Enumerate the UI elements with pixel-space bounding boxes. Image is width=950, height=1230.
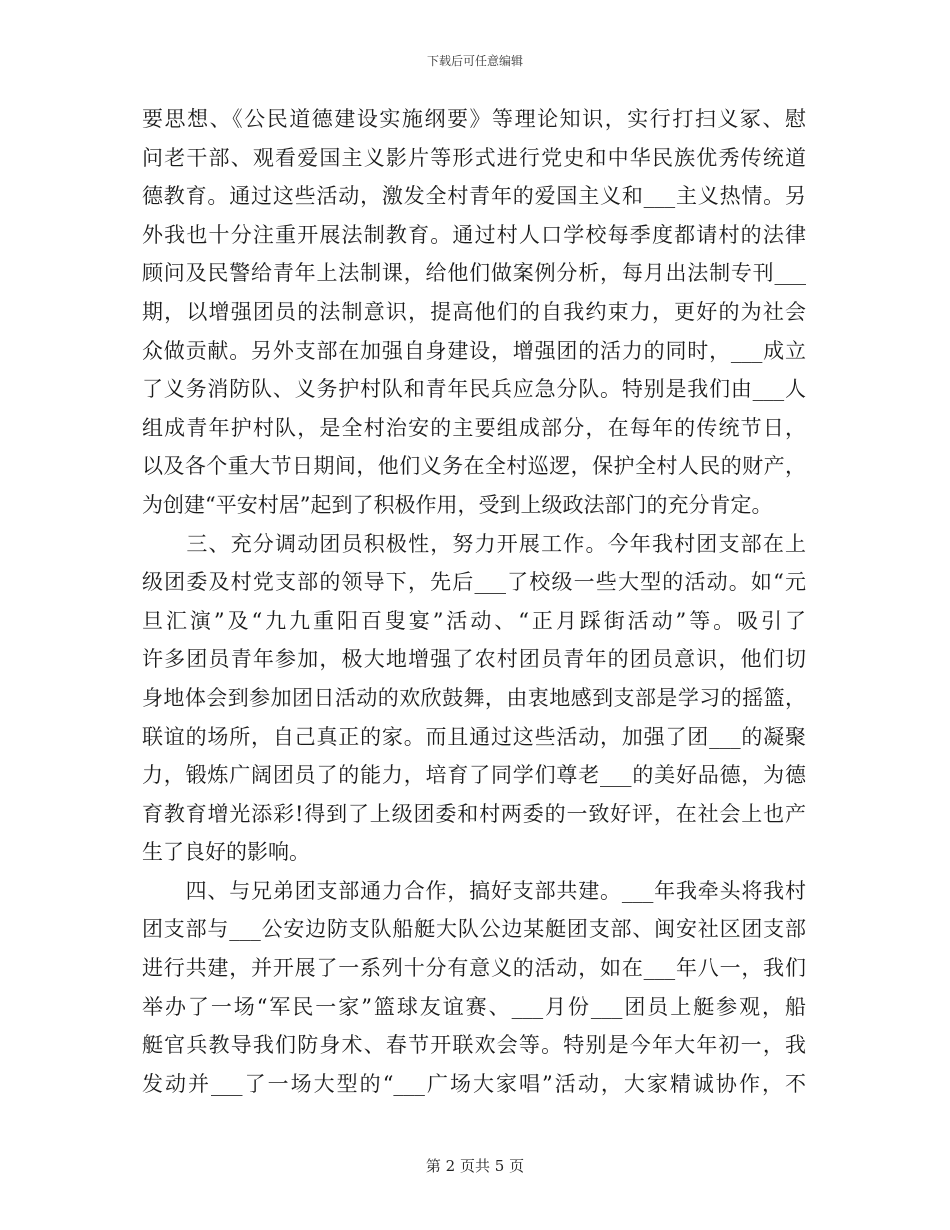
text-line: 联谊的场所，自己真正的家。而且通过这些活动，加强了团___的凝聚 <box>142 724 806 749</box>
text-line: 顾问及民警给青年上法制课，给他们做案例分析，每月出法制专刊___ <box>142 261 806 286</box>
text-line: 育教育增光添彩!得到了上级团委和村两委的一致好评，在社会上也产 <box>142 801 806 826</box>
text-line: 为创建“平安村居”起到了积极作用，受到上级政法部门的充分肯定。 <box>142 492 773 517</box>
text-line: 身地体会到参加团日活动的欢欣鼓舞，由衷地感到支部是学习的摇篮， <box>142 685 806 710</box>
document-body <box>142 100 806 1103</box>
text-line: 期，以增强团员的法制意识，提高他们的自我约束力，更好的为社会 <box>142 299 806 324</box>
page-header: 下载后可任意编辑 <box>426 54 523 68</box>
text-line: 发动并___了一场大型的“___广场大家唱”活动，大家精诚协作，不 <box>142 1071 806 1096</box>
text-line: 德教育。通过这些活动，激发全村青年的爱国主义和___主义热情。另 <box>142 184 806 209</box>
text-line: 旦汇演”及“九九重阳百叟宴”活动、“正月踩街活动”等。吸引了 <box>142 608 806 633</box>
page-number: 第 2 页共 5 页 <box>425 1157 525 1175</box>
text-line: 组成青年护村队，是全村治安的主要组成部分，在每年的传统节日， <box>142 415 806 440</box>
text-line: 许多团员青年参加，极大地增强了农村团员青年的团员意识，他们切 <box>142 647 806 672</box>
text-line: 众做贡献。另外支部在加强自身建设，增强团的活力的同时，___成立 <box>142 338 806 363</box>
text-line: 进行共建，并开展了一系列十分有意义的活动，如在___年八一，我们 <box>142 956 806 981</box>
text-line: 外我也十分注重开展法制教育。通过村人口学校每季度都请村的法律 <box>142 222 806 247</box>
text-line: 团支部与___公安边防支队船艇大队公边某艇团支部、闽安社区团支部 <box>142 917 806 942</box>
text-line: 级团委及村党支部的领导下，先后___了校级一些大型的活动。如“元 <box>142 570 806 595</box>
text-line: 三、充分调动团员积极性，努力开展工作。今年我村团支部在上 <box>142 531 806 556</box>
text-line: 四、与兄弟团支部通力合作，搞好支部共建。___年我牵头将我村 <box>142 878 806 903</box>
text-line: 以及各个重大节日期间，他们义务在全村巡逻，保护全村人民的财产， <box>142 454 806 479</box>
text-line: 了义务消防队、义务护村队和青年民兵应急分队。特别是我们由___人 <box>142 377 806 402</box>
text-line: 要思想、《公民道德建设实施纲要》等理论知识，实行打扫义冢、慰 <box>142 107 806 131</box>
text-line: 问老干部、观看爱国主义影片等形式进行党史和中华民族优秀传统道 <box>142 145 806 170</box>
text-line: 举办了一场“军民一家”篮球友谊赛、___月份___团员上艇参观，船 <box>142 994 806 1019</box>
text-line: 艇官兵教导我们防身术、春节开联欢会等。特别是今年大年初一，我 <box>142 1033 806 1058</box>
text-line: 力，锻炼广阔团员了的能力，培育了同学们尊老___的美好品德，为德 <box>142 763 806 788</box>
text-line: 生了良好的影响。 <box>142 840 310 865</box>
